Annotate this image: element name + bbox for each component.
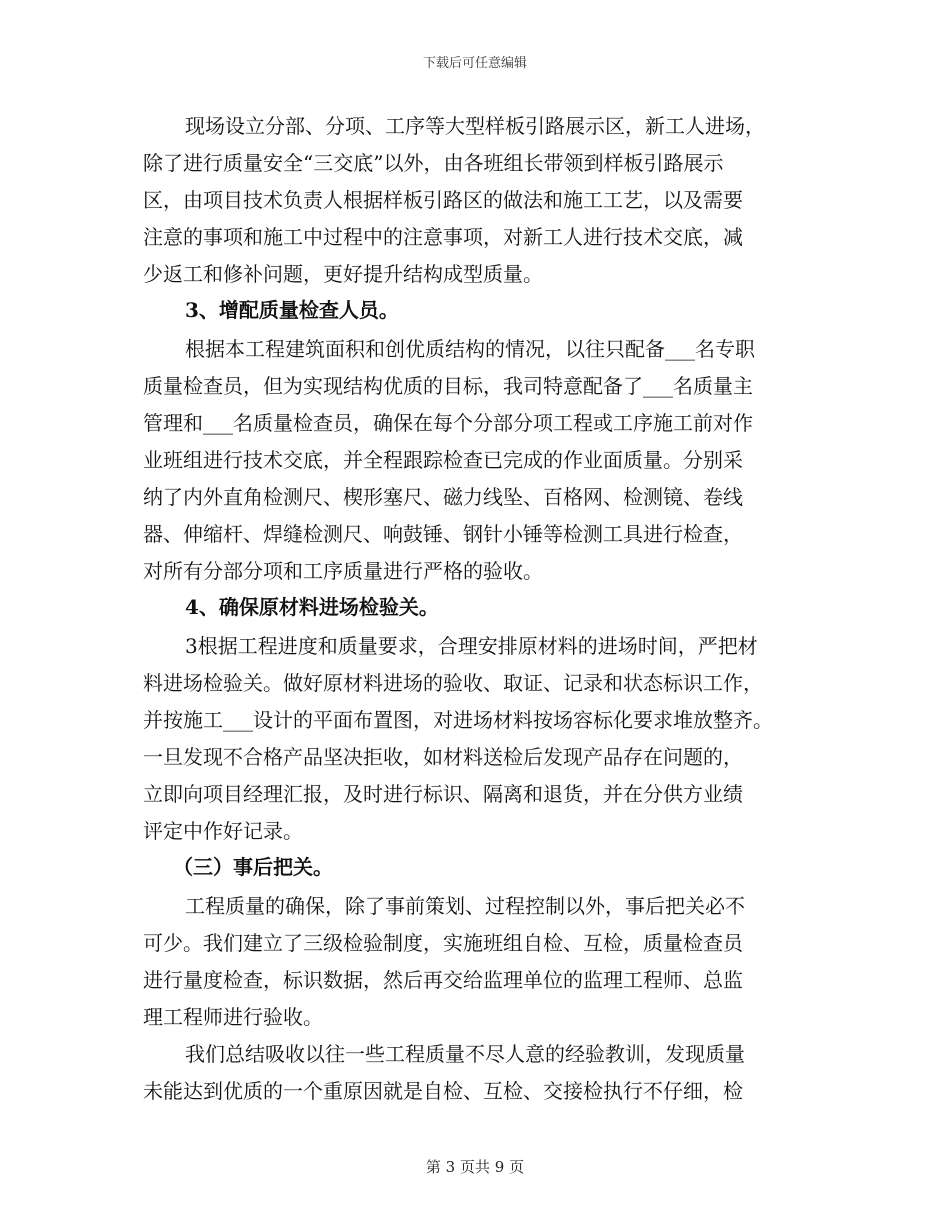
page-header: 下载后可任意编辑 <box>422 56 527 71</box>
paragraph-line: 理工程师进行验收。 <box>143 1005 323 1029</box>
paragraph-line: 评定中作好记录。 <box>143 819 303 843</box>
section-heading: 4、确保原材料进场检验关。 <box>185 595 439 619</box>
paragraph-line: 料进场检验关。做好原材料进场的验收、取证、记录和状态标识工作， <box>143 671 763 695</box>
paragraph-line: 管理和___名质量检查员，确保在每个分部分项工程或工序施工前对作 <box>143 411 753 435</box>
page-footer: 第 3 页共 9 页 <box>425 1158 525 1176</box>
paragraph-line: 根据本工程建筑面积和创优质结构的情况，以往只配备___名专职 <box>185 337 755 361</box>
paragraph-line: 注意的事项和施工中过程中的注意事项，对新工人进行技术交底，减 <box>143 225 743 249</box>
paragraph-line: 少返工和修补问题，更好提升结构成型质量。 <box>143 262 543 286</box>
paragraph-line: 质量检查员，但为实现结构优质的目标，我司特意配备了___名质量主 <box>143 374 753 398</box>
paragraph-line: 区，由项目技术负责人根据样板引路区的做法和施工工艺，以及需要 <box>143 188 743 212</box>
paragraph-line: 纳了内外直角检测尺、楔形塞尺、磁力线坠、百格网、检测镜、卷线 <box>143 485 743 509</box>
paragraph-line: 并按施工___设计的平面布置图，对进场材料按场容标化要求堆放整齐。 <box>143 708 773 732</box>
paragraph-line: 我们总结吸收以往一些工程质量不尽人意的经验教训，发现质量 <box>185 1042 745 1066</box>
section-heading: 3、增配质量检查人员。 <box>185 298 399 322</box>
paragraph-line: 3根据工程进度和质量要求，合理安排原材料的进场时间，严把材 <box>185 634 758 658</box>
paragraph-line: 未能达到优质的一个重原因就是自检、互检、交接检执行不仔细，检 <box>143 1079 743 1103</box>
paragraph-line: 工程质量的确保，除了事前策划、过程控制以外，事后把关必不 <box>185 894 745 918</box>
paragraph-line: 可少。我们建立了三级检验制度，实施班组自检、互检，质量检查员 <box>143 931 743 955</box>
section-heading: （三）事后把关。 <box>173 855 333 879</box>
paragraph-line: 除了进行质量安全“三交底”以外，由各班组长带领到样板引路展示 <box>143 151 724 175</box>
paragraph-line: 一旦发现不合格产品坚决拒收，如材料送检后发现产品存在问题的， <box>143 745 743 769</box>
paragraph-line: 对所有分部分项和工序质量进行严格的验收。 <box>143 559 543 583</box>
paragraph-line: 器、伸缩杆、焊缝检测尺、响鼓锤、钢针小锤等检测工具进行检查， <box>143 522 743 546</box>
paragraph-line: 业班组进行技术交底，并全程跟踪检查已完成的作业面质量。分别采 <box>143 448 743 472</box>
paragraph-line: 进行量度检查，标识数据，然后再交给监理单位的监理工程师、总监 <box>143 968 743 992</box>
paragraph-line: 立即向项目经理汇报，及时进行标识、隔离和退货，并在分供方业绩 <box>143 782 743 806</box>
paragraph-line: 现场设立分部、分项、工序等大型样板引路展示区，新工人进场， <box>185 114 765 138</box>
